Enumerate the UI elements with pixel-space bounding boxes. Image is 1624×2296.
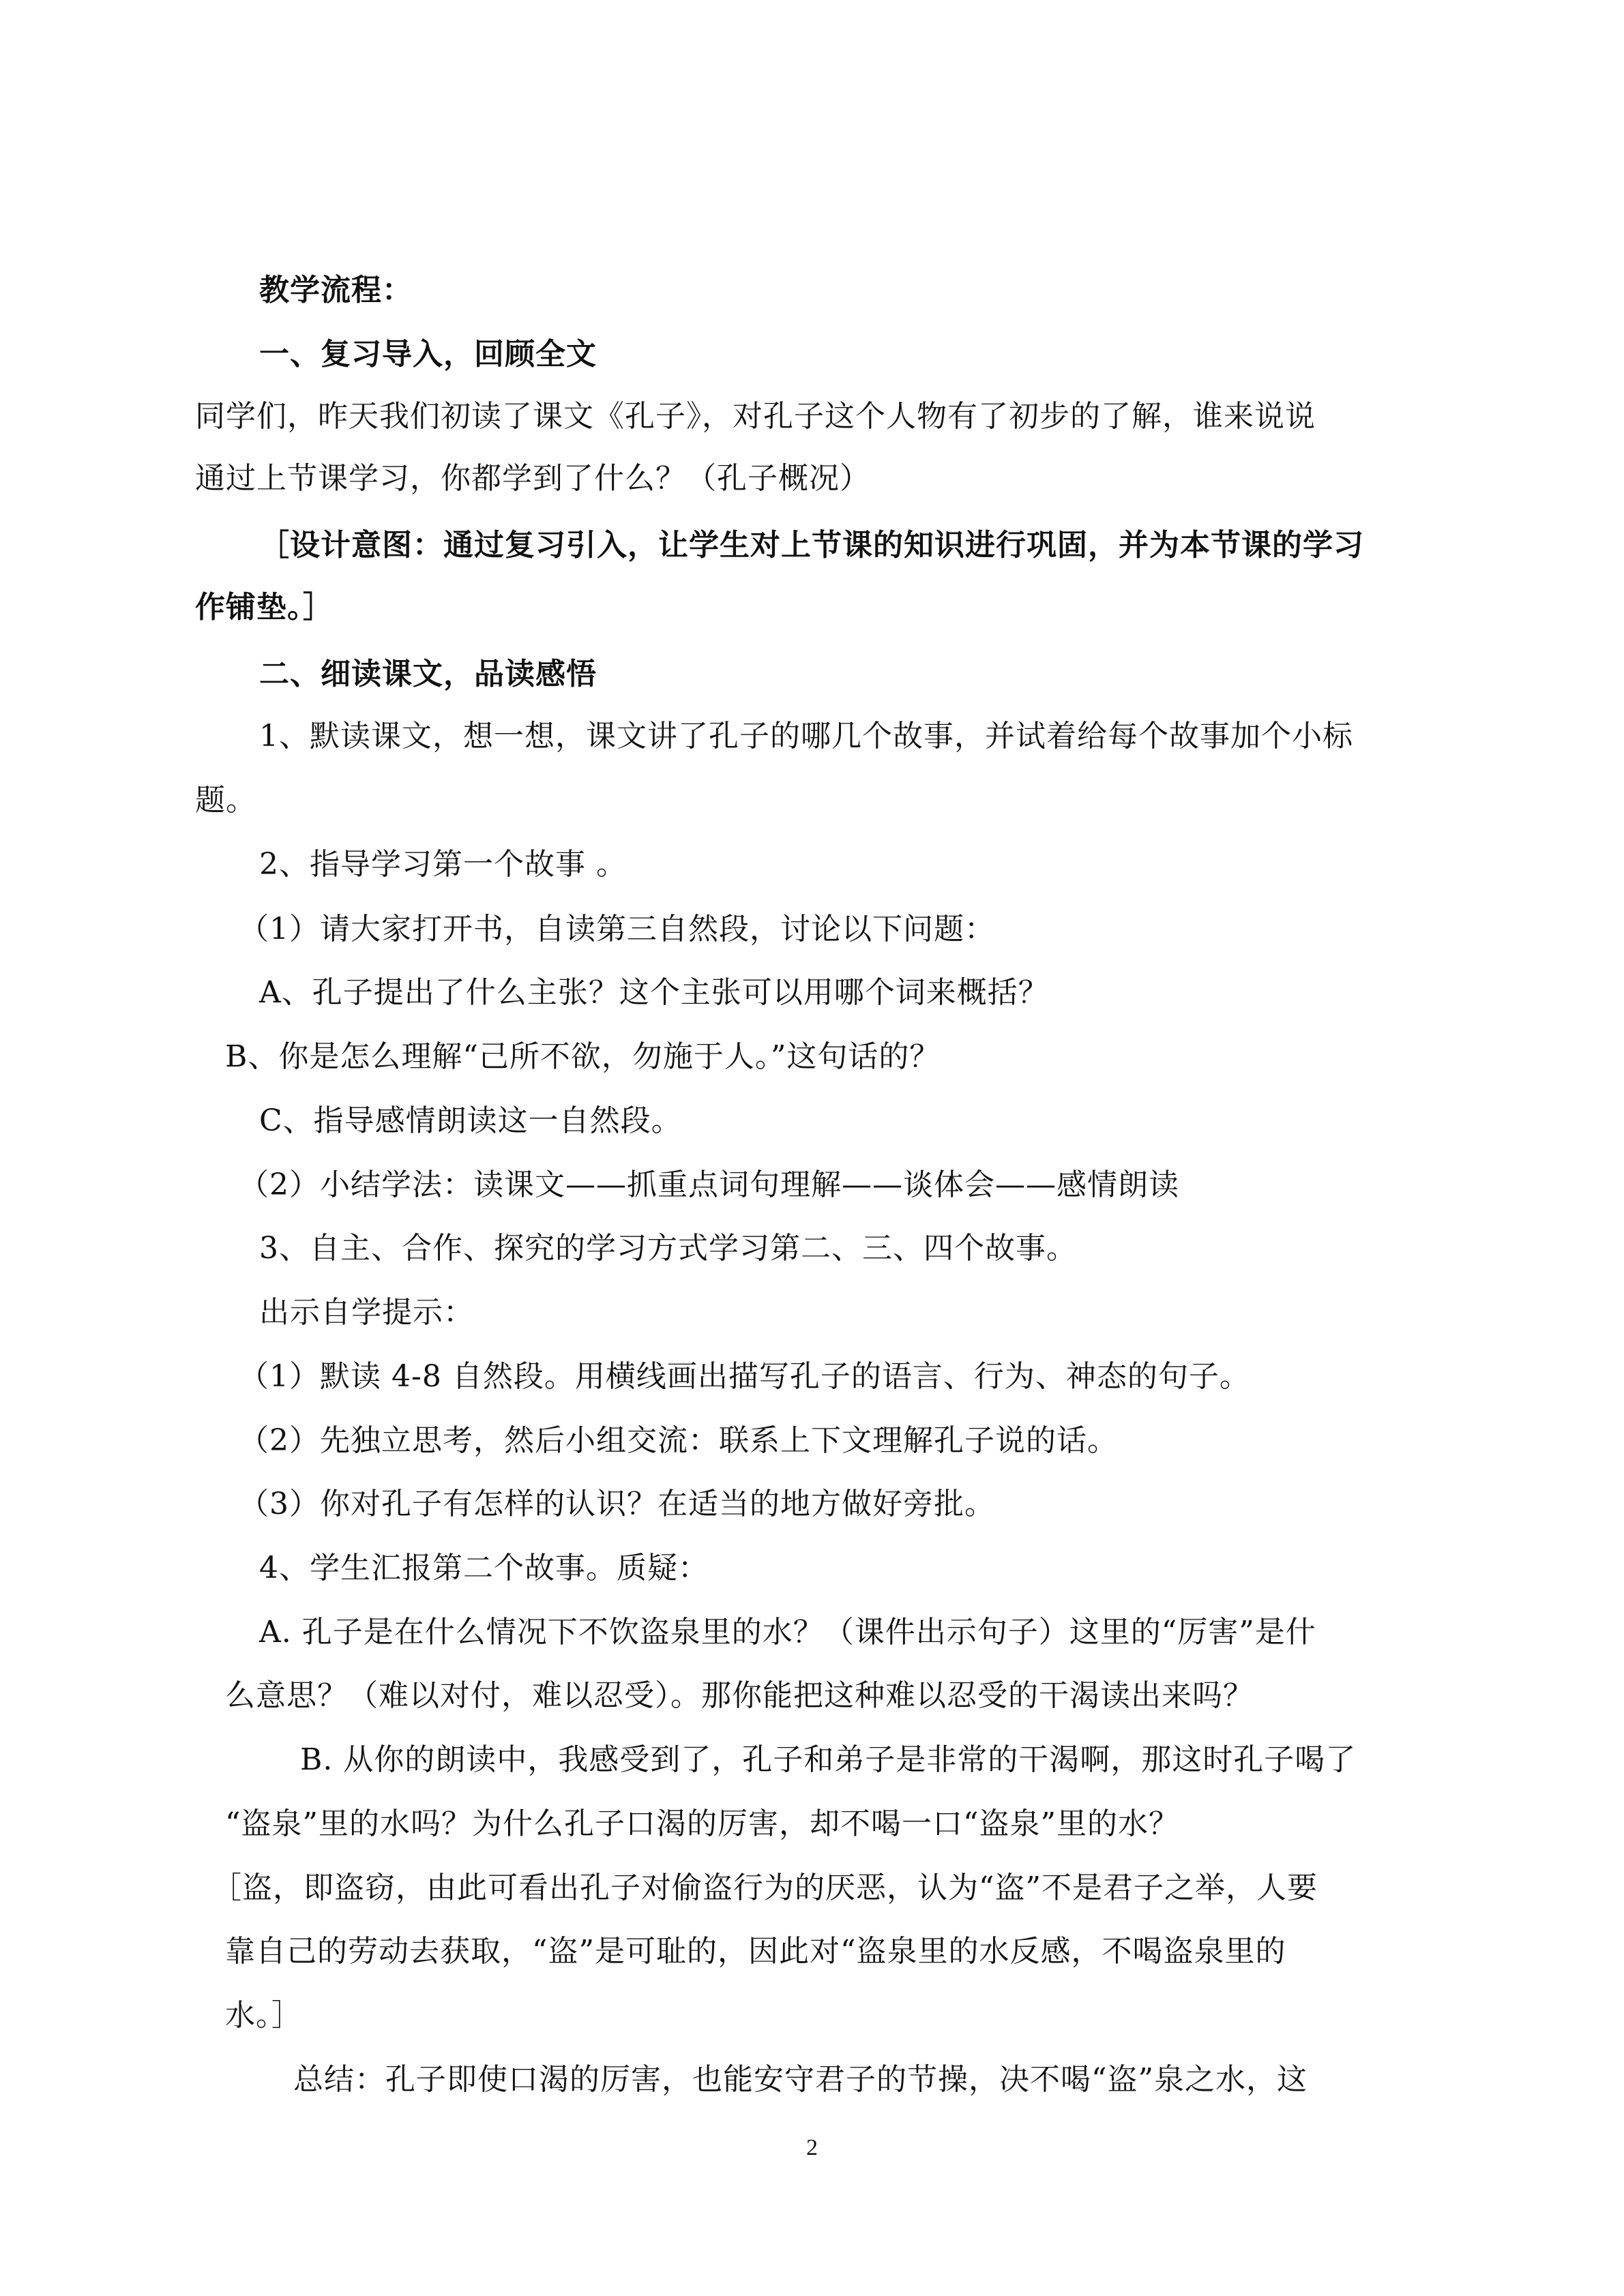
section2-note-line1: ［盗，即盗窃，由此可看出孔子对偷盗行为的厌恶，认为“盗”不是君子之举，人要	[211, 1870, 1318, 1905]
section1-design-intent-line1: ［设计意图：通过复习引入，让学生对上节课的知识进行巩固，并为本节课的学习	[259, 528, 1364, 563]
section2-question-c: C、指导感情朗读这一自然段。	[259, 1103, 682, 1138]
section2-note-line2: 靠自己的劳动去获取，“盗”是可耻的，因此对“盗泉里的水反感，不喝盗泉里的	[225, 1934, 1286, 1969]
section2-hint1: （1）默读 4-8 自然段。用横线画出描写孔子的语言、行为、神态的句子。	[239, 1359, 1250, 1394]
section2-item4: 4、学生汇报第二个故事。质疑：	[259, 1551, 709, 1585]
section2-sub1: （1）请大家打开书，自读第三自然段，讨论以下问题：	[239, 912, 995, 946]
section2-question-b: B、你是怎么理解“己所不欲，勿施于人。”这句话的？	[225, 1039, 941, 1074]
section2-item1-line1: 1、默读课文，想一想，课文讲了孔子的哪几个故事，并试着给每个故事加个小标	[259, 719, 1353, 754]
section2-item1-line2: 题。	[195, 783, 256, 818]
section2-summary: 总结：孔子即使口渴的厉害，也能安守君子的节操，决不喝“盗”泉之水，这	[293, 2062, 1308, 2097]
section2-sub2: （2）小结学法：读课文——抓重点词句理解——谈体会——感情朗读	[239, 1167, 1179, 1202]
section2-title: 二、细读课文，品读感悟	[259, 657, 597, 691]
section2-hint2: （2）先独立思考，然后小组交流：联系上下文理解孔子说的话。	[239, 1423, 1118, 1458]
section2-a-line2: 么意思？（难以对付，难以忍受）。那你能把这种难以忍受的干渴读出来吗？	[225, 1678, 1254, 1713]
section2-question-a: A、孔子提出了什么主张？这个主张可以用哪个词来概括？	[259, 975, 1049, 1010]
section1-design-intent-line2: 作铺垫。］	[195, 590, 334, 625]
section2-b-line2: “盗泉”里的水吗？为什么孔子口渴的厉害，却不喝一口“盗泉”里的水？	[225, 1806, 1179, 1841]
section2-item3: 3、自主、合作、探究的学习方式学习第二、三、四个故事。	[259, 1231, 1077, 1266]
section2-item2: 2、指导学习第一个故事 。	[259, 847, 627, 882]
section2-hint3: （3）你对孔子有怎样的认识？在适当的地方做好旁批。	[239, 1487, 995, 1521]
heading-teaching-process: 教学流程：	[259, 273, 413, 308]
section2-b-line1: B. 从你的朗读中，我感受到了，孔子和弟子是非常的干渴啊，那这时孔子喝了	[300, 1742, 1357, 1777]
section2-a-line1: A. 孔子是在什么情况下不饮盗泉里的水？（课件出示句子）这里的“厉害”是什	[259, 1615, 1316, 1650]
section1-text-line1: 同学们，昨天我们初读了课文《孔子》，对孔子这个人物有了初步的了解，谁来说说	[195, 399, 1316, 434]
section2-hint-title: 出示自学提示：	[259, 1295, 474, 1330]
page-number: 2	[806, 2135, 818, 2160]
section1-text-line2: 通过上节课学习，你都学到了什么？（孔子概况）	[195, 461, 870, 496]
section1-title: 一、复习导入，回顾全文	[259, 337, 597, 372]
section2-note-line3: 水。］	[225, 1998, 302, 2033]
